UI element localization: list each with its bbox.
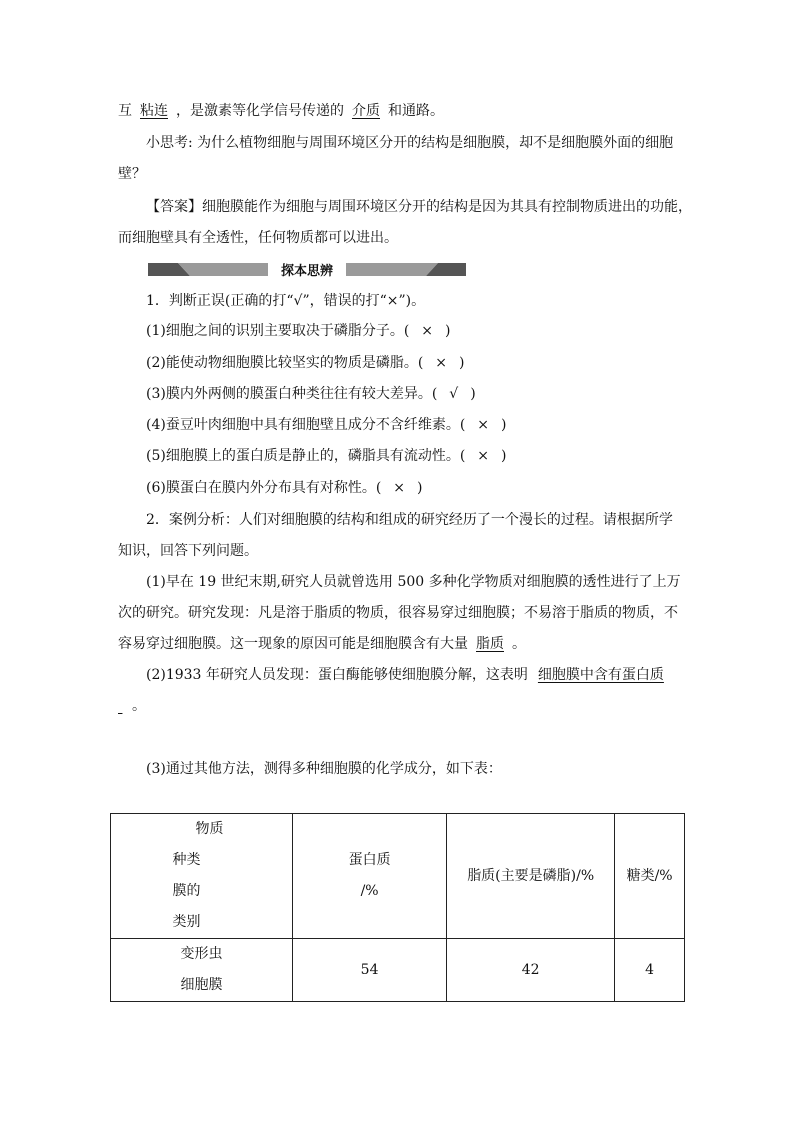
header-diagonal-cell — [111, 814, 293, 939]
q1-item-text: (6)膜蛋白在膜内外分布具有对称性。( — [146, 480, 382, 496]
header-protein — [293, 814, 447, 939]
answer-line1 — [146, 198, 692, 216]
q1-item — [146, 385, 476, 403]
blank-medium: 介质 — [352, 103, 380, 119]
q1-item — [146, 322, 451, 340]
header-diag-text: 膜的 — [172, 883, 201, 899]
intro-text-c: 和通路。 — [388, 103, 444, 119]
banner-title: 探本思辨 — [280, 264, 333, 279]
q1-close: ) — [459, 355, 465, 371]
row-label-line: 细胞膜 — [180, 977, 223, 993]
q1-item — [146, 479, 423, 497]
q1-mark: × — [477, 448, 490, 464]
header-diag-text: 种类 — [172, 852, 201, 868]
q2-p1-line2: 次的研究。研究发现：凡是溶于脂质的物质，很容易穿过细胞膜；不易溶于脂质的物质，不 — [118, 605, 678, 621]
intro-text-b: ，是激素等化学信号传递的 — [176, 103, 344, 119]
q2-p2-line2 — [118, 697, 146, 715]
q1-mark: × — [477, 417, 490, 433]
table-header-row — [111, 814, 685, 939]
q1-item-text: (3)膜内外两侧的膜蛋白种类往往有较大差异。( — [146, 386, 438, 402]
cell-lipid: 42 — [447, 939, 615, 1002]
q1-mark: × — [435, 355, 448, 371]
intro-text-a: 互 — [118, 103, 132, 119]
answer-line2: 而细胞壁具有全透性，任何物质都可以进出。 — [118, 230, 398, 246]
table-row — [111, 939, 685, 1002]
q1-mark: √ — [449, 386, 459, 402]
q1-item-text: (5)细胞膜上的蛋白质是静止的，磷脂具有流动性。( — [146, 448, 466, 464]
cell-sugar: 4 — [615, 939, 685, 1002]
q1-title: 1．判断正误(正确的打“√”，错误的打“×”)。 — [146, 293, 426, 309]
q1-mark: × — [393, 480, 406, 496]
answer-label: 【答案】 — [146, 199, 202, 215]
q2-p2-end: 。 — [132, 698, 146, 714]
think-question-line1: 小思考: 为什么植物细胞与周围环境区分开的结构是细胞膜，却不是细胞膜外面的细胞 — [146, 135, 674, 151]
q1-close: ) — [501, 448, 507, 464]
q2-p1-text: 容易穿过细胞膜。这一现象的原因可能是细胞膜含有大量 — [118, 636, 468, 652]
q1-item — [146, 447, 507, 465]
blank-protein: 细胞膜中含有蛋白质 — [537, 667, 664, 683]
row-label — [111, 939, 293, 1002]
q1-close: ) — [501, 417, 507, 433]
header-diag-text: 类别 — [172, 914, 201, 930]
row-label-line: 变形虫 — [180, 946, 223, 962]
blank-lipid: 脂质 — [476, 636, 504, 652]
q2-title-line2: 知识，回答下列问题。 — [118, 543, 258, 559]
q1-item-text: (1)细胞之间的识别主要取决于磷脂分子。( — [146, 323, 410, 339]
q2-p2-line1 — [146, 666, 664, 684]
q2-p1-end: 。 — [512, 636, 526, 652]
cell-protein: 54 — [293, 939, 447, 1002]
header-protein-unit: /% — [360, 883, 379, 899]
q2-p3: (3)通过其他方法，测得多种细胞膜的化学成分，如下表： — [146, 761, 502, 777]
q1-mark: × — [421, 323, 434, 339]
q2-p1-line3 — [118, 635, 526, 653]
q1-close: ) — [445, 323, 451, 339]
membrane-composition-table — [110, 813, 685, 1002]
header-protein-name: 蛋白质 — [348, 852, 391, 868]
blank-continuation — [118, 697, 132, 715]
q1-item — [146, 416, 507, 434]
blank-adhesion: 粘连 — [140, 103, 168, 119]
q1-close: ) — [417, 480, 423, 496]
header-diag-text: 物质 — [195, 821, 224, 837]
section-banner — [148, 263, 466, 279]
q1-close: ) — [470, 386, 476, 402]
header-sugar: 糖类/% — [615, 814, 685, 939]
q2-p1-line1: (1)早在 19 世纪末期,研究人员就曾选用 500 多种化学物质对细胞膜的透性进行了上万 — [146, 574, 681, 590]
q1-item-text: (2)能使动物细胞膜比较坚实的物质是磷脂。( — [146, 355, 424, 371]
q2-title-line1: 2．案例分析：人们对细胞膜的结构和组成的研究经历了一个漫长的过程。请根据所学 — [146, 512, 673, 528]
intro-line — [118, 102, 444, 120]
q2-p2-text: (2)1933 年研究人员发现：蛋白酶能够使细胞膜分解，这表明 — [146, 667, 528, 683]
header-lipid: 脂质(主要是磷脂)/% — [447, 814, 615, 939]
q1-item-text: (4)蚕豆叶肉细胞中具有细胞壁且成分不含纤维素。( — [146, 417, 466, 433]
answer-text: 细胞膜能作为细胞与周围环境区分开的结构是因为其具有控制物质进出的功能， — [202, 199, 692, 215]
q1-item — [146, 354, 465, 372]
think-question-line2: 壁？ — [118, 166, 146, 182]
